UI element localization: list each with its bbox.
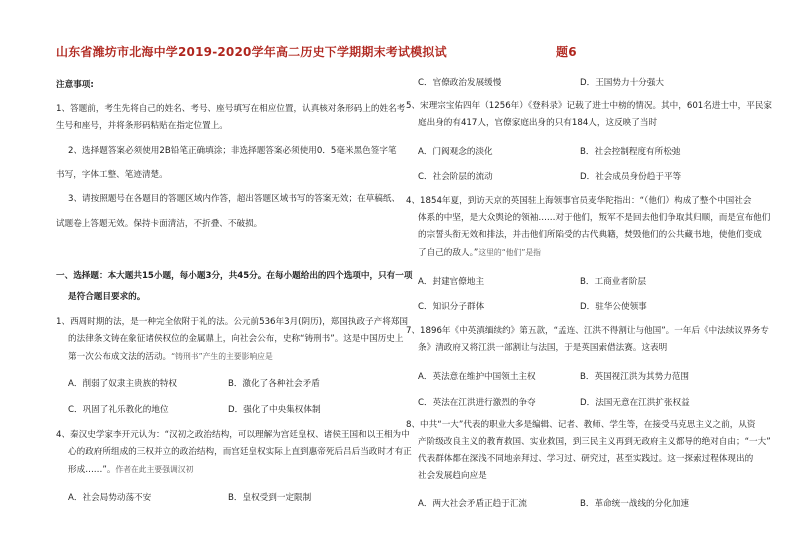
q8-stem-line-2: 产阶级改良主义的教育救国、实业救国，到三民主义再到无政府主义都导的绝对自由；“一大” [418,437,771,447]
notice-item-2-line-1: 2、选择题答案必须使用2B铅笔正确填涂；非选择题答案必须使用0．5毫米黑色签字笔 [68,146,397,156]
q6-stem-line-1: 4、1854年夏，到访天京的英国驻上海领事官员麦华陀指出：“（他们）构成了整个中国社会 [406,196,752,206]
q1-option-d: D．强化了中央集权体制 [228,405,321,415]
notice-item-1-line-2: 生号和座号，并将条形码粘贴在指定位置上。 [56,121,228,131]
q6-option-d: D．驻华公使领事 [580,302,647,312]
q8-stem-line-4: 社会发展趋向应是 [418,471,487,481]
q5-option-a: A．门阀观念的淡化 [418,147,493,157]
q4-stem-line-3 [68,464,193,476]
q6-stem-note: 这里的“他们”是指 [478,248,541,257]
q7-option-d: D．法国无意在江洪扩张权益 [580,398,690,408]
q8-stem-line-1: 8、中共“一大”代表的职业大多是编辑、记者、教师、学生等，在接受马克思主义之前，从资 [406,420,756,430]
q1-option-a: A．削弱了奴隶主贵族的特权 [68,379,178,389]
q1-stem-line-2: 的法律条文铸在象征诸侯权位的金属鼎上，向社会公布，史称“铸刑书”。这是中国历史上 [68,334,404,344]
q7-stem-line-1: 7、1896年《中英滇缅续约》第五款，“孟连、江洪不得割让与他国”。一年后《中法续议界务专 [406,326,769,336]
q4-stem-line-2: 心的政府所组成的三权并立的政治结构，而宫廷皇权实际上直到惠帝死后吕后当政时才有正 [68,447,412,457]
exam-title: 山东省潍坊市北海中学2019-2020学年高二历史下学期期末考试模拟试 [56,45,447,59]
q6-stem-line-4 [418,247,541,259]
q1-option-b: B．激化了各种社会矛盾 [228,379,320,389]
q6-option-c: C．知识分子群体 [418,302,485,312]
notice-item-3-line-1: 3、请按照题号在各题目的答题区域内作答，超出答题区域书写的答案无效；在草稿纸、 [68,194,401,204]
q8-option-a: A．两大社会矛盾正趋于汇流 [418,499,528,509]
q1-stem-note: “铸刑书”产生的主要影响应是 [171,352,273,361]
q6-stem-line-2: 体系的中坚，是大众舆论的领袖……对于他们，叛军不是回去他们争取其归顺，而是宣布他们 [418,213,771,223]
q4-stem-line-1: 4、秦汉史学家李开元认为：“汉初之政治结构，可以理解为宫廷皇权、诸侯王国和以王相为中 [56,430,410,440]
q4-option-b: B．皇权受到一定限制 [228,493,312,503]
q5-option-b: B．社会控制程度有所松弛 [580,147,681,157]
exam-title-continued: 题6 [556,45,577,59]
q1-stem-line-1: 1、西周时期的法，是一种完全依附于礼的法。公元前536年3月(阴历)，郑国执政子产将郑国 [56,317,409,327]
section-heading-line-1: 一、选择题：本大题共15小题，每小题3分，共45分。在每小题给出的四个选项中，只有一项 [56,271,413,281]
q7-option-c: C．英法在江洪进行激烈的争夺 [418,398,536,408]
q5-option-d: D．社会成员身份趋于平等 [580,172,682,182]
q7-option-b: B．英国视江洪为其势力范围 [580,372,690,382]
q8-option-b: B．革命统一战线的分化加速 [580,499,690,509]
q8-stem-line-3: 代表群体都在深浅不同地亲拜过、学习过、研究过，甚至实践过。这一探索过程体现出的 [418,454,754,464]
q7-stem-line-2: 条》清政府又将江洪一部割让与法国，于是英国索借法赛。这表明 [418,343,668,353]
q4-option-a: A．社会局势动荡不安 [68,493,152,503]
notice-item-3-line-2: 试题卷上答题无效。保持卡面清洁，不折叠、不破损。 [56,219,263,229]
q7-option-a: A．英法意在维护中国领土主权 [418,372,536,382]
q6-stem-text: 了自己的敌人。” [418,248,479,258]
q4-stem-text: 形成……”。 [68,465,116,475]
notice-item-2-line-2: 书写，字体工整、笔迹清楚。 [56,170,168,180]
notice-heading: 注意事项: [56,80,94,90]
q4-stem-note: 作者在此主要强调汉初 [115,465,194,474]
q6-stem-line-3: 的宗誓头衔无效和排法，并击他们所陷受的古代典籍，焚毁他们的公共藏书地，使他们变成 [418,230,762,240]
q1-stem-line-3 [68,351,273,363]
q4-option-c: C．官僚政治发展缓慢 [418,78,502,88]
q1-stem-text: 第一次公布成文法的活动。 [68,352,172,362]
section-heading-line-2: 是符合题目要求的。 [68,292,146,302]
q6-option-a: A．封建官僚地主 [418,277,485,287]
notice-item-1-line-1: 1、答题前，考生先将自己的姓名、考号、座号填写在相应位置，认真核对条形码上的姓名考 [56,104,406,114]
q5-option-c: C．社会阶层的流动 [418,172,493,182]
q6-option-b: B．工商业者阶层 [580,277,647,287]
q1-option-c: C．巩固了礼乐教化的地位 [68,405,169,415]
q5-stem-line-1: 5、宋理宗宝佑四年（1256年）《登科录》记载了进士中榜的情况。其中，601名进士中，平民家 [406,101,773,111]
q4-option-d: D．王国势力十分强大 [580,78,664,88]
q5-stem-line-2: 庭出身的有417人，官僚家庭出身的只有184人，这反映了当时 [418,118,658,128]
